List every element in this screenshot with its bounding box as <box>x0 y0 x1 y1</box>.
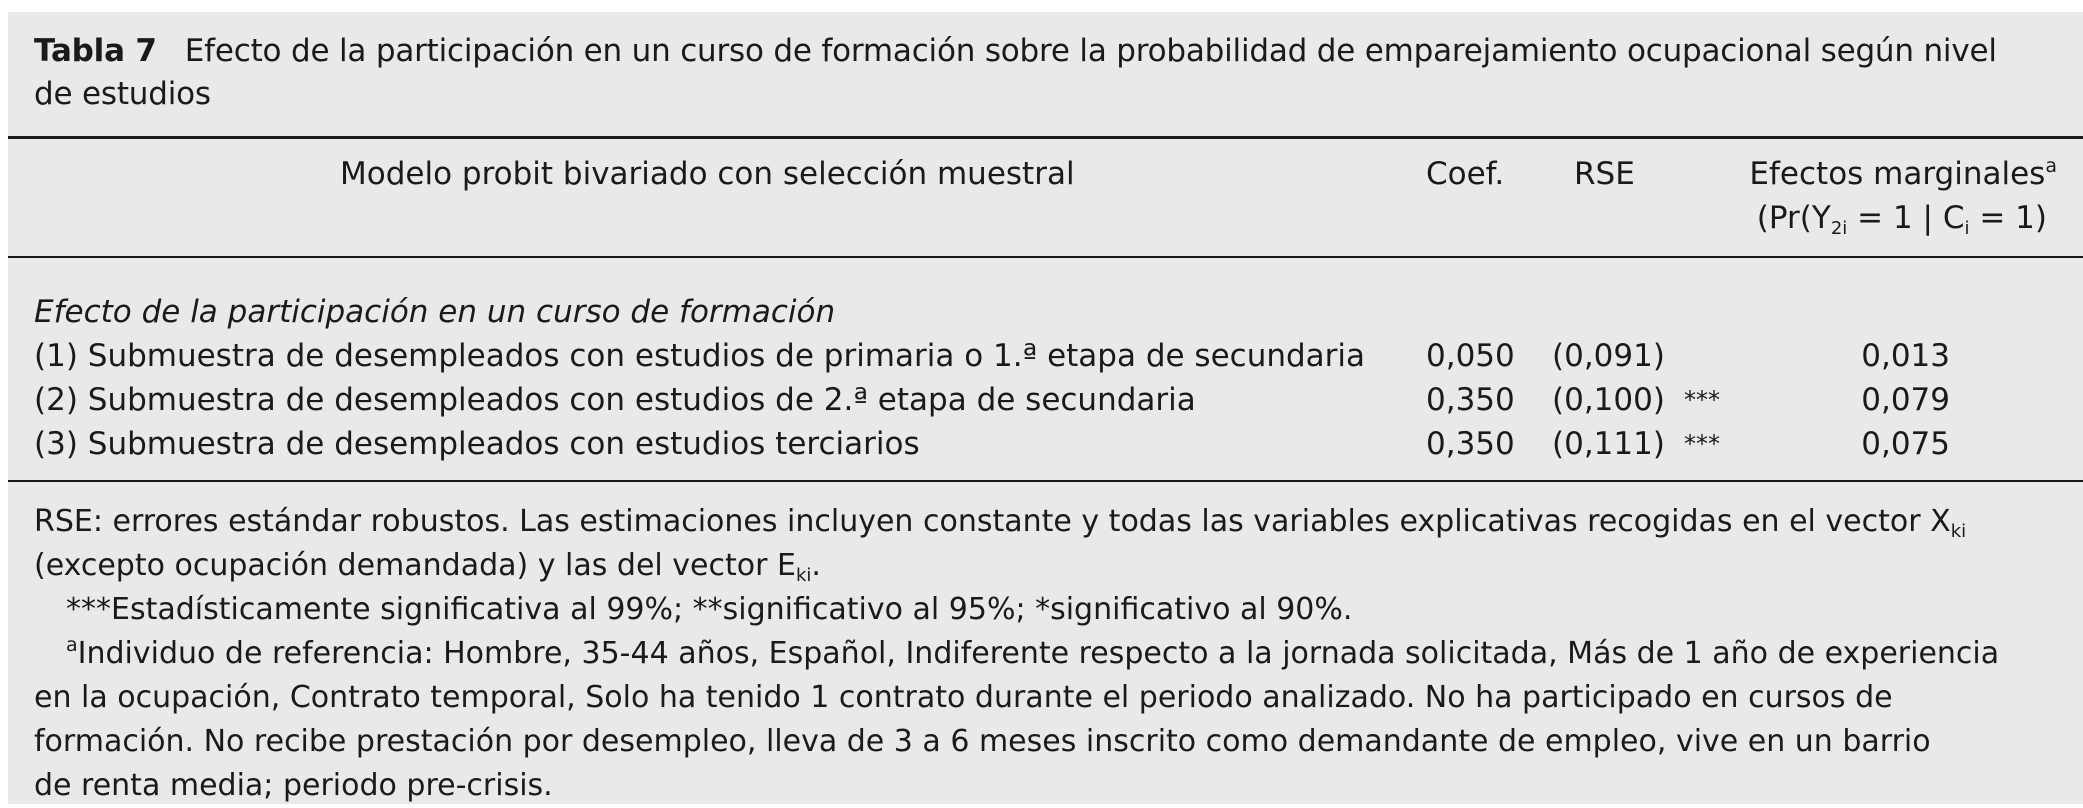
header-coef: Coef. <box>1426 156 1505 192</box>
row-rse: (0,111) <box>1552 426 1665 462</box>
table-title: Efecto de la participación en un curso de formación sobre la probabilidad de emparejamiento ocupacional según nivel de estudios <box>34 33 1997 112</box>
note-reference-line: en la ocupación, Contrato temporal, Solo ha tenido 1 contrato durante el periodo analizado. No ha participado en cursos de <box>34 680 1893 715</box>
header-effects-sup: a <box>2045 155 2057 177</box>
note-significance: ***Estadísticamente significativa al 99%; **significativo al 95%; *significativo al 90%. <box>66 592 1353 627</box>
row-label: (3) Submuestra de desempleados con estudios terciarios <box>34 426 920 462</box>
note-reference-line: de renta media; periodo pre-crisis. <box>34 768 553 803</box>
table-caption <box>34 30 2014 116</box>
row-stars: *** <box>1684 386 1720 414</box>
header-model: Modelo probit bivariado con selección muestral <box>340 156 1075 192</box>
note-rse-text: RSE: errores estándar robustos. Las estimaciones incluyen constante y todas las variables explicativas recogidas en el vector X <box>34 504 1951 539</box>
row-stars: *** <box>1684 430 1720 458</box>
note-vector-end: . <box>811 548 821 583</box>
header-rse: RSE <box>1574 156 1635 192</box>
bottom-rule <box>8 480 2083 482</box>
note-reference-line: formación. No recibe prestación por desempleo, lleva de 3 a 6 meses inscrito como demandante de empleo, vive en un barrio <box>34 724 1931 759</box>
note-reference <box>66 632 1999 676</box>
row-label: (2) Submuestra de desempleados con estudios de 2.ª etapa de secundaria <box>34 382 1196 418</box>
note-vector-sub: ki <box>795 565 812 586</box>
note-vector-text: (excepto ocupación demandada) y las del vector E <box>34 548 796 583</box>
row-effect: 0,013 <box>1861 338 1950 374</box>
note-vector <box>34 544 821 588</box>
note-rse-sub: ki <box>1950 521 1967 542</box>
row-coef: 0,050 <box>1426 338 1515 374</box>
header-probability <box>1757 196 2047 240</box>
prob-sub-i: i <box>1964 218 1970 239</box>
header-rule <box>8 256 2083 258</box>
prob-close: = 1) <box>1969 200 2047 236</box>
section-title: Efecto de la participación en un curso de formación <box>34 294 836 330</box>
row-label: (1) Submuestra de desempleados con estudios de primaria o 1.ª etapa de secundaria <box>34 338 1366 374</box>
table-container <box>8 12 2083 804</box>
note-reference-text: Individuo de referencia: Hombre, 35-44 años, Español, Indiferente respecto a la jornada solicitada, Más de 1 año de experiencia <box>77 636 2000 671</box>
row-coef: 0,350 <box>1426 426 1515 462</box>
prob-sub-2i: 2i <box>1830 218 1848 239</box>
header-effects-label: Efectos marginales <box>1749 156 2046 192</box>
row-coef: 0,350 <box>1426 382 1515 418</box>
row-rse: (0,091) <box>1552 338 1665 374</box>
note-reference-sup: a <box>66 634 78 656</box>
prob-mid: = 1 | C <box>1847 200 1965 236</box>
row-effect: 0,075 <box>1861 426 1950 462</box>
note-rse <box>34 500 1966 544</box>
prob-open: (Pr(Y <box>1756 200 1831 236</box>
header-effects <box>1749 152 2057 196</box>
table-label: Tabla 7 <box>34 33 157 69</box>
row-rse: (0,100) <box>1552 382 1665 418</box>
row-effect: 0,079 <box>1861 382 1950 418</box>
top-rule <box>8 136 2083 139</box>
